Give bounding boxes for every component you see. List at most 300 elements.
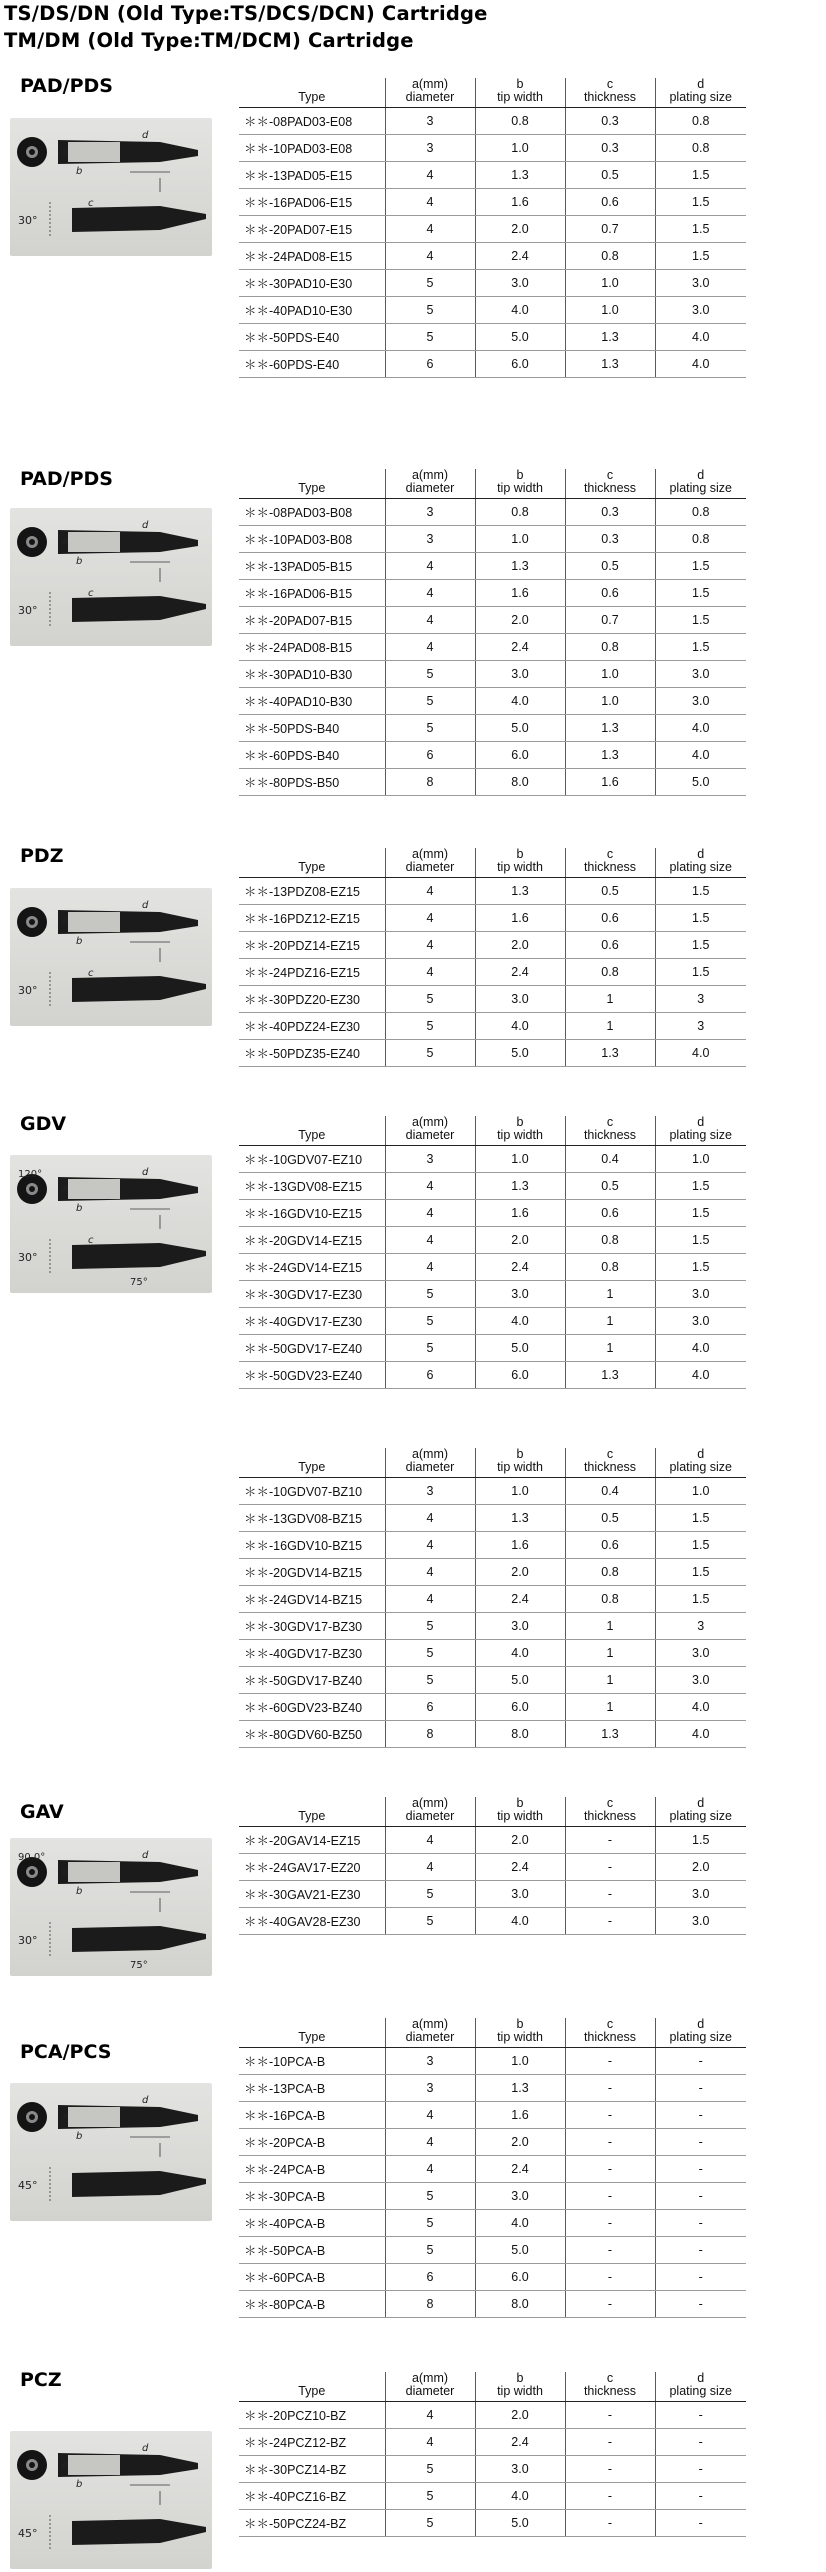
tip-width-cell: 5.0	[475, 324, 565, 351]
thickness-cell: 0.6	[565, 905, 655, 932]
thickness-cell: 0.5	[565, 553, 655, 580]
col-a-header: a(mm) diameter	[385, 2372, 475, 2402]
tip-width-cell: 2.0	[475, 1227, 565, 1254]
tip-photo-svg	[10, 888, 212, 1026]
col-b-header: b tip width	[475, 2018, 565, 2048]
col-d-header: d plating size	[655, 1448, 746, 1478]
thickness-cell: 1.0	[565, 688, 655, 715]
plating-size-cell: 4.0	[655, 324, 746, 351]
type-cell: ＊＊-20PCZ10-BZ	[239, 2402, 385, 2429]
type-cell: ＊＊-50GDV23-EZ40	[239, 1362, 385, 1389]
spec-table	[239, 1448, 746, 1748]
diameter-cell: 3	[385, 2075, 475, 2102]
diameter-cell: 5	[385, 324, 475, 351]
diameter-cell: 5	[385, 1640, 475, 1667]
thickness-cell: 0.3	[565, 499, 655, 526]
thickness-cell: -	[565, 2402, 655, 2429]
tip-width-cell: 3.0	[475, 2456, 565, 2483]
type-cell: ＊＊-30GDV17-EZ30	[239, 1281, 385, 1308]
tip-width-cell: 8.0	[475, 769, 565, 796]
diameter-cell: 6	[385, 742, 475, 769]
thickness-cell: -	[565, 2129, 655, 2156]
col-c-header: c thickness	[565, 2372, 655, 2402]
table-header-row	[239, 848, 746, 878]
col-d-header: d plating size	[655, 848, 746, 878]
type-cell: ＊＊-16GDV10-BZ15	[239, 1532, 385, 1559]
tip-width-cell: 4.0	[475, 1013, 565, 1040]
type-cell: ＊＊-50PDZ35-EZ40	[239, 1040, 385, 1067]
table-row	[239, 553, 746, 580]
diameter-cell: 4	[385, 1227, 475, 1254]
table-row	[239, 688, 746, 715]
table-row	[239, 499, 746, 526]
type-cell: ＊＊-20PDZ14-EZ15	[239, 932, 385, 959]
table-row	[239, 216, 746, 243]
thickness-cell: 1.6	[565, 769, 655, 796]
plating-size-cell: 3.0	[655, 688, 746, 715]
thickness-cell: -	[565, 2156, 655, 2183]
diameter-cell: 8	[385, 2291, 475, 2318]
plating-size-cell: 0.8	[655, 108, 746, 135]
tip-width-cell: 1.0	[475, 2048, 565, 2075]
thickness-cell: 0.6	[565, 189, 655, 216]
tip-width-cell: 1.3	[475, 1173, 565, 1200]
type-cell: ＊＊-20PAD07-E15	[239, 216, 385, 243]
thickness-cell: -	[565, 1881, 655, 1908]
col-b-header: b tip width	[475, 848, 565, 878]
photo-angle3-label: 75°	[130, 1277, 148, 1288]
diameter-cell: 5	[385, 1281, 475, 1308]
type-cell: ＊＊-50PDS-B40	[239, 715, 385, 742]
table-row	[239, 270, 746, 297]
type-cell: ＊＊-10PAD03-B08	[239, 526, 385, 553]
col-b-header: b tip width	[475, 2372, 565, 2402]
plating-size-cell: -	[655, 2264, 746, 2291]
type-cell: ＊＊-80GDV60-BZ50	[239, 1721, 385, 1748]
spec-table	[239, 1797, 746, 1935]
tip-width-cell: 4.0	[475, 297, 565, 324]
diameter-cell: 5	[385, 2183, 475, 2210]
thickness-cell: 0.5	[565, 878, 655, 905]
table-row	[239, 905, 746, 932]
diameter-cell: 5	[385, 1908, 475, 1935]
plating-size-cell: 1.5	[655, 878, 746, 905]
diameter-cell: 3	[385, 2048, 475, 2075]
thickness-cell: -	[565, 2429, 655, 2456]
thickness-cell: 0.8	[565, 1559, 655, 1586]
plating-size-cell: 1.0	[655, 1146, 746, 1173]
plating-size-cell: 3.0	[655, 1908, 746, 1935]
diameter-cell: 6	[385, 1694, 475, 1721]
spec-table	[239, 1116, 746, 1389]
table-row	[239, 2183, 746, 2210]
photo-angle-label: 45°	[18, 2527, 38, 2540]
thickness-cell: -	[565, 2291, 655, 2318]
tip-width-cell: 6.0	[475, 1362, 565, 1389]
tip-width-cell: 3.0	[475, 1613, 565, 1640]
type-cell: ＊＊-10GDV07-EZ10	[239, 1146, 385, 1173]
tip-width-cell: 3.0	[475, 270, 565, 297]
diameter-cell: 4	[385, 878, 475, 905]
type-cell: ＊＊-30PDZ20-EZ30	[239, 986, 385, 1013]
table-header-row	[239, 1797, 746, 1827]
type-cell: ＊＊-60PDS-B40	[239, 742, 385, 769]
table-row	[239, 1721, 746, 1748]
section-title: PAD/PDS	[20, 75, 113, 97]
type-cell: ＊＊-08PAD03-E08	[239, 108, 385, 135]
tip-width-cell: 1.6	[475, 2102, 565, 2129]
thickness-cell: 1.3	[565, 324, 655, 351]
thickness-cell: 1	[565, 986, 655, 1013]
thickness-cell: 0.6	[565, 1532, 655, 1559]
photo-label-a: a	[62, 1866, 69, 1877]
table-row	[239, 2483, 746, 2510]
plating-size-cell: -	[655, 2291, 746, 2318]
table-row	[239, 742, 746, 769]
diameter-cell: 5	[385, 1040, 475, 1067]
col-a-header: a(mm) diameter	[385, 2018, 475, 2048]
col-c-header: c thickness	[565, 1448, 655, 1478]
photo-angle-label: 30°	[18, 984, 38, 997]
spec-table	[239, 848, 746, 1067]
type-cell: ＊＊-50PCA-B	[239, 2237, 385, 2264]
thickness-cell: 0.8	[565, 1586, 655, 1613]
plating-size-cell: -	[655, 2456, 746, 2483]
tip-side-view	[72, 206, 206, 232]
tip-width-cell: 2.0	[475, 216, 565, 243]
table-header-row	[239, 2018, 746, 2048]
tip-width-cell: 8.0	[475, 1721, 565, 1748]
thickness-cell: -	[565, 2483, 655, 2510]
table-row	[239, 1640, 746, 1667]
diameter-cell: 4	[385, 959, 475, 986]
type-cell: ＊＊-30PCA-B	[239, 2183, 385, 2210]
type-cell: ＊＊-20PCA-B	[239, 2129, 385, 2156]
type-cell: ＊＊-40GDV17-BZ30	[239, 1640, 385, 1667]
type-cell: ＊＊-30PAD10-B30	[239, 661, 385, 688]
tip-width-cell: 3.0	[475, 986, 565, 1013]
thickness-cell: 0.3	[565, 135, 655, 162]
type-cell: ＊＊-40PDZ24-EZ30	[239, 1013, 385, 1040]
col-d-header: d plating size	[655, 2372, 746, 2402]
diameter-cell: 4	[385, 905, 475, 932]
tip-width-cell: 1.3	[475, 553, 565, 580]
diameter-cell: 3	[385, 526, 475, 553]
type-cell: ＊＊-13PAD05-E15	[239, 162, 385, 189]
thickness-cell: 0.3	[565, 108, 655, 135]
thickness-cell: 0.6	[565, 580, 655, 607]
table-row	[239, 580, 746, 607]
type-cell: ＊＊-30GDV17-BZ30	[239, 1613, 385, 1640]
table-row	[239, 2156, 746, 2183]
diameter-cell: 8	[385, 1721, 475, 1748]
tip-width-cell: 5.0	[475, 2237, 565, 2264]
plating-size-cell: -	[655, 2102, 746, 2129]
table-row	[239, 1200, 746, 1227]
diameter-cell: 4	[385, 2102, 475, 2129]
plating-size-cell: -	[655, 2156, 746, 2183]
tip-width-cell: 2.4	[475, 1854, 565, 1881]
plating-size-cell: 3.0	[655, 1881, 746, 1908]
col-b-header: b tip width	[475, 469, 565, 499]
tip-width-cell: 5.0	[475, 1667, 565, 1694]
tip-side-view	[72, 1926, 206, 1952]
diameter-cell: 4	[385, 2402, 475, 2429]
plating-size-cell: 1.5	[655, 959, 746, 986]
diameter-cell: 6	[385, 2264, 475, 2291]
type-cell: ＊＊-60PDS-E40	[239, 351, 385, 378]
col-d-header: d plating size	[655, 2018, 746, 2048]
diameter-cell: 3	[385, 135, 475, 162]
diameter-cell: 5	[385, 2456, 475, 2483]
table-row	[239, 1040, 746, 1067]
diameter-cell: 5	[385, 297, 475, 324]
table-row	[239, 878, 746, 905]
type-cell: ＊＊-50PDS-E40	[239, 324, 385, 351]
tip-photo-svg	[10, 118, 212, 256]
col-a-header: a(mm) diameter	[385, 469, 475, 499]
table-row	[239, 324, 746, 351]
table-row	[239, 2075, 746, 2102]
plating-size-cell: 1.5	[655, 1827, 746, 1854]
table-row	[239, 661, 746, 688]
type-cell: ＊＊-40GDV17-EZ30	[239, 1308, 385, 1335]
diameter-cell: 4	[385, 2129, 475, 2156]
tip-width-cell: 2.0	[475, 2129, 565, 2156]
table-row	[239, 1173, 746, 1200]
tip-photo-svg	[10, 508, 212, 646]
table-row	[239, 351, 746, 378]
table-row	[239, 2264, 746, 2291]
thickness-cell: 1.3	[565, 351, 655, 378]
photo-angle2-label: 120°	[18, 1169, 43, 1180]
tip-width-cell: 3.0	[475, 2183, 565, 2210]
tip-width-cell: 2.4	[475, 959, 565, 986]
thickness-cell: 0.8	[565, 959, 655, 986]
type-cell: ＊＊-24PDZ16-EZ15	[239, 959, 385, 986]
plating-size-cell: 3.0	[655, 1281, 746, 1308]
diameter-cell: 5	[385, 715, 475, 742]
type-cell: ＊＊-16PAD06-B15	[239, 580, 385, 607]
plating-size-cell: 4.0	[655, 1362, 746, 1389]
plating-size-cell: -	[655, 2483, 746, 2510]
diameter-cell: 5	[385, 661, 475, 688]
diameter-cell: 5	[385, 688, 475, 715]
diameter-cell: 4	[385, 607, 475, 634]
diameter-cell: 4	[385, 2429, 475, 2456]
type-cell: ＊＊-40GAV28-EZ30	[239, 1908, 385, 1935]
plating-size-cell: 1.5	[655, 189, 746, 216]
col-type-header: Type	[239, 848, 385, 878]
tip-photo	[10, 2431, 212, 2569]
diameter-cell: 4	[385, 1173, 475, 1200]
thickness-cell: 0.5	[565, 1173, 655, 1200]
tip-side-view	[72, 1243, 206, 1269]
spec-table	[239, 2018, 746, 2318]
table-row	[239, 108, 746, 135]
tip-width-cell: 5.0	[475, 715, 565, 742]
type-cell: ＊＊-08PAD03-B08	[239, 499, 385, 526]
col-type-header: Type	[239, 1448, 385, 1478]
thickness-cell: 1	[565, 1281, 655, 1308]
table-row	[239, 2456, 746, 2483]
table-row	[239, 297, 746, 324]
plating-size-cell: 1.5	[655, 905, 746, 932]
table-row	[239, 1586, 746, 1613]
col-type-header: Type	[239, 78, 385, 108]
table-header-row	[239, 1116, 746, 1146]
plating-size-cell: -	[655, 2075, 746, 2102]
table-row	[239, 2237, 746, 2264]
diameter-cell: 4	[385, 1505, 475, 1532]
tip-width-cell: 2.0	[475, 2402, 565, 2429]
table-row	[239, 1908, 746, 1935]
thickness-cell: 1.3	[565, 1362, 655, 1389]
tip-side-view	[72, 2519, 206, 2545]
table-header-row	[239, 1448, 746, 1478]
section-title: PCZ	[20, 2369, 62, 2391]
col-c-header: c thickness	[565, 2018, 655, 2048]
tip-photo	[10, 1838, 212, 1976]
type-cell: ＊＊-16GDV10-EZ15	[239, 1200, 385, 1227]
tip-width-cell: 4.0	[475, 2210, 565, 2237]
type-cell: ＊＊-20GDV14-BZ15	[239, 1559, 385, 1586]
plating-size-cell: 0.8	[655, 135, 746, 162]
diameter-cell: 5	[385, 1667, 475, 1694]
thickness-cell: 1.0	[565, 297, 655, 324]
plating-size-cell: 1.5	[655, 580, 746, 607]
table-row	[239, 526, 746, 553]
photo-label-c: c	[88, 968, 94, 979]
photo-label-c: c	[88, 1235, 94, 1246]
diameter-cell: 4	[385, 1854, 475, 1881]
photo-label-b: b	[76, 556, 83, 567]
photo-angle-label: 30°	[18, 1251, 38, 1264]
table-row	[239, 2048, 746, 2075]
type-cell: ＊＊-24PAD08-B15	[239, 634, 385, 661]
diameter-cell: 3	[385, 499, 475, 526]
header-line-1: TS/DS/DN (Old Type:TS/DCS/DCN) Cartridge	[4, 2, 488, 25]
type-cell: ＊＊-50PCZ24-BZ	[239, 2510, 385, 2537]
thickness-cell: 1	[565, 1667, 655, 1694]
thickness-cell: 0.3	[565, 526, 655, 553]
table-row	[239, 135, 746, 162]
tip-width-cell: 1.0	[475, 1478, 565, 1505]
type-cell: ＊＊-80PDS-B50	[239, 769, 385, 796]
thickness-cell: 1	[565, 1308, 655, 1335]
type-cell: ＊＊-24GAV17-EZ20	[239, 1854, 385, 1881]
thickness-cell: -	[565, 2075, 655, 2102]
plating-size-cell: 3	[655, 1013, 746, 1040]
thickness-cell: 0.8	[565, 243, 655, 270]
col-type-header: Type	[239, 2018, 385, 2048]
diameter-cell: 5	[385, 2483, 475, 2510]
photo-label-d: d	[142, 1850, 149, 1861]
thickness-cell: -	[565, 2183, 655, 2210]
table-row	[239, 1478, 746, 1505]
plating-size-cell: 1.5	[655, 1505, 746, 1532]
table-header-row	[239, 78, 746, 108]
table-row	[239, 1308, 746, 1335]
diameter-cell: 4	[385, 1254, 475, 1281]
thickness-cell: 0.4	[565, 1478, 655, 1505]
plating-size-cell: 1.5	[655, 607, 746, 634]
plating-size-cell: 1.5	[655, 1254, 746, 1281]
diameter-cell: 4	[385, 243, 475, 270]
plating-size-cell: 3.0	[655, 661, 746, 688]
table-row	[239, 1505, 746, 1532]
thickness-cell: -	[565, 1827, 655, 1854]
table-row	[239, 1532, 746, 1559]
diameter-cell: 5	[385, 2510, 475, 2537]
type-cell: ＊＊-40PCZ16-BZ	[239, 2483, 385, 2510]
tip-width-cell: 1.3	[475, 2075, 565, 2102]
plating-size-cell: 3.0	[655, 270, 746, 297]
diameter-cell: 4	[385, 932, 475, 959]
tip-width-cell: 2.4	[475, 1586, 565, 1613]
diameter-cell: 5	[385, 270, 475, 297]
thickness-cell: 1.3	[565, 1721, 655, 1748]
col-c-header: c thickness	[565, 469, 655, 499]
type-cell: ＊＊-20GAV14-EZ15	[239, 1827, 385, 1854]
table-row	[239, 1854, 746, 1881]
table-row	[239, 1613, 746, 1640]
plating-size-cell: 5.0	[655, 769, 746, 796]
tip-width-cell: 5.0	[475, 1040, 565, 1067]
tip-width-cell: 2.4	[475, 2429, 565, 2456]
col-a-header: a(mm) diameter	[385, 1116, 475, 1146]
thickness-cell: 0.7	[565, 216, 655, 243]
plating-size-cell: 1.5	[655, 1532, 746, 1559]
table-row	[239, 162, 746, 189]
photo-label-b: b	[76, 2479, 83, 2490]
diameter-cell: 5	[385, 1881, 475, 1908]
col-b-header: b tip width	[475, 1116, 565, 1146]
type-cell: ＊＊-24GDV14-EZ15	[239, 1254, 385, 1281]
tip-photo	[10, 1155, 212, 1293]
table-row	[239, 1694, 746, 1721]
table-row	[239, 1335, 746, 1362]
diameter-cell: 4	[385, 216, 475, 243]
thickness-cell: 1	[565, 1613, 655, 1640]
tip-width-cell: 1.0	[475, 526, 565, 553]
diameter-cell: 6	[385, 351, 475, 378]
photo-angle-label: 45°	[18, 2179, 38, 2192]
tip-width-cell: 3.0	[475, 661, 565, 688]
col-b-header: b tip width	[475, 78, 565, 108]
plating-size-cell: -	[655, 2210, 746, 2237]
tip-width-cell: 1.6	[475, 1532, 565, 1559]
tip-width-cell: 1.6	[475, 580, 565, 607]
tip-width-cell: 4.0	[475, 1308, 565, 1335]
plating-size-cell: 4.0	[655, 1040, 746, 1067]
tip-width-cell: 1.0	[475, 1146, 565, 1173]
table-row	[239, 1362, 746, 1389]
type-cell: ＊＊-13PDZ08-EZ15	[239, 878, 385, 905]
photo-label-d: d	[142, 2095, 149, 2106]
diameter-cell: 4	[385, 580, 475, 607]
table-row	[239, 932, 746, 959]
plating-size-cell: 3.0	[655, 1308, 746, 1335]
col-d-header: d plating size	[655, 469, 746, 499]
diameter-cell: 5	[385, 2210, 475, 2237]
page-header	[4, 0, 488, 54]
thickness-cell: 1	[565, 1013, 655, 1040]
section-title: PCA/PCS	[20, 2041, 112, 2063]
type-cell: ＊＊-16PAD06-E15	[239, 189, 385, 216]
thickness-cell: 0.7	[565, 607, 655, 634]
tip-width-cell: 8.0	[475, 2291, 565, 2318]
